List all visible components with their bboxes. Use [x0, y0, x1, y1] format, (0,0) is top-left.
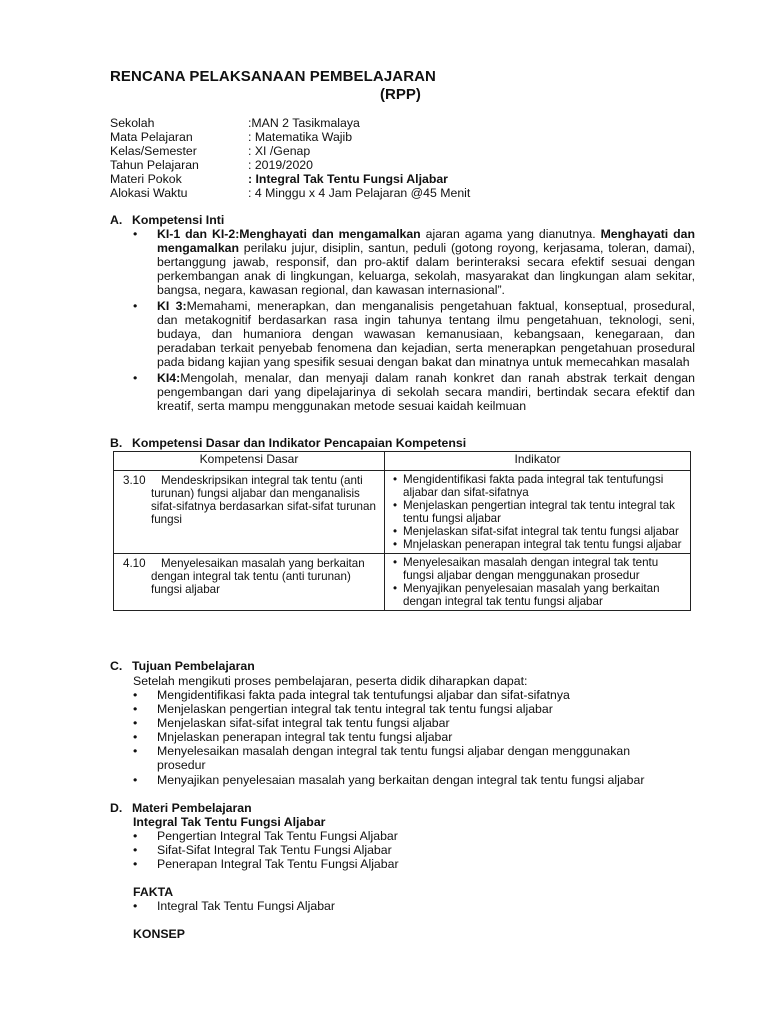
- ki-text: ajaran agama yang dianutnya.: [420, 227, 601, 241]
- indikator-cell: [385, 554, 691, 611]
- info-value: : XI /Genap: [248, 144, 311, 158]
- info-value: :MAN 2 Tasikmalaya: [248, 116, 360, 130]
- fakta-heading: FAKTA: [133, 885, 174, 899]
- info-label: Mata Pelajaran: [110, 130, 193, 144]
- table-header-kd: Kompetensi Dasar: [114, 452, 385, 471]
- materi-item: • Sifat-Sifat Integral Tak Tentu Fungsi Aljabar: [133, 843, 693, 857]
- table-row: [114, 554, 691, 611]
- tujuan-item: • Menjelaskan pengertian integral tak tentu integral tak tentu fungsi aljabar: [133, 702, 693, 716]
- section-letter: B.: [110, 436, 123, 450]
- table-row: [114, 471, 691, 554]
- kd-number: 3.10: [123, 474, 146, 487]
- kd-number: 4.10: [123, 557, 146, 570]
- ki-emphasis: Menghayati dan mengamalkan: [157, 227, 696, 255]
- document-subtitle: (RPP): [380, 86, 421, 103]
- kd-text: Menyelesaikan masalah yang berkaitan dengan integral tak tentu (anti turunan) fungsi aljabar: [151, 557, 365, 596]
- document-title: RENCANA PELAKSANAAN PEMBELAJARAN: [110, 68, 436, 85]
- section-title: Kompetensi Dasar dan Indikator Pencapaian Kompetensi: [132, 436, 467, 450]
- tujuan-item: • Mengidentifikasi fakta pada integral tak tentufungsi aljabar dan sifat-sifatnya: [133, 688, 693, 702]
- ki-label: KI4:: [157, 371, 181, 385]
- ki-text: Mengolah, menalar, dan menyaji dalam ranah konkret dan ranah abstrak terkait dengan pengembangan dari yang dipelajarinya di sekolah secara mandiri, bertindak secara efektif dan kreatif, serta mampu menggunakan metode sesuai kaidah keilmuan: [157, 371, 695, 413]
- section-d-heading: [110, 801, 252, 815]
- section-letter: A.: [110, 213, 123, 227]
- info-row-sekolah: [110, 116, 470, 130]
- info-value: : 2019/2020: [248, 158, 313, 172]
- indikator-item: • Menjelaskan pengertian integral tak tentu integral tak tentu fungsi aljabar: [393, 499, 686, 525]
- info-label: Alokasi Waktu: [110, 186, 188, 200]
- ki-3-item: [133, 299, 695, 369]
- section-letter: C.: [110, 659, 123, 673]
- tujuan-item: • Menyajikan penyelesaian masalah yang berkaitan dengan integral tak tentu fungsi aljabar: [133, 773, 693, 787]
- info-value: : 4 Minggu x 4 Jam Pelajaran @45 Menit: [248, 186, 471, 200]
- tujuan-intro: Setelah mengikuti proses pembelajaran, peserta didik diharapkan dapat:: [133, 674, 528, 688]
- info-label: Sekolah: [110, 116, 155, 130]
- kd-text: Mendeskripsikan integral tak tentu (anti turunan) fungsi aljabar dan menganalisis sifat-sifatnya berdasarkan sifat-sifat turunan fungsi: [151, 474, 376, 526]
- indikator-item: • Menyelesaikan masalah dengan integral tak tentu fungsi aljabar dengan menggunakan prosedur: [393, 556, 686, 582]
- ki-4-item: [133, 371, 695, 413]
- info-label: Tahun Pelajaran: [110, 158, 199, 172]
- table-header-row: [114, 452, 691, 471]
- info-row-tahun-pelajaran: [110, 158, 470, 172]
- table-header-indikator: Indikator: [385, 452, 691, 471]
- tujuan-pembelajaran: [133, 674, 693, 787]
- section-b-heading: [110, 436, 466, 450]
- ki-text: Memahami, menerapkan, dan menganalisis pengetahuan faktual, konseptual, prosedural, dan metakognitif berdasarkan rasa ingin tahunya tentang ilmu pengetahuan, teknologi, seni, budaya, dan humaniora dengan wawasan kemanusiaan, kebangsaan, kenegaraan, dan peradaban terkait penyebab fenomena dan kejadian, serta menerapkan pengetahuan prosedural pada bidang kajian yang spesifik sesuai dengan bakat dan minatnya untuk memecahkan masalah: [157, 299, 695, 369]
- indikator-cell: [385, 471, 691, 554]
- kd-cell: [114, 471, 385, 554]
- kd-indikator-table: [113, 451, 691, 611]
- info-row-alokasi-waktu: [110, 186, 470, 200]
- materi-pembelajaran: [133, 815, 693, 871]
- konsep-heading: KONSEP: [133, 927, 185, 941]
- indikator-item: • Menjelaskan sifat-sifat integral tak tentu fungsi aljabar: [393, 525, 686, 538]
- materi-item: • Penerapan Integral Tak Tentu Fungsi Aljabar: [133, 857, 693, 871]
- info-row-materi-pokok: [110, 172, 470, 186]
- info-row-mata-pelajaran: [110, 130, 470, 144]
- materi-subheading: Integral Tak Tentu Fungsi Aljabar: [133, 815, 326, 829]
- kompetensi-inti-list: [133, 227, 695, 415]
- indikator-item: • Menyajikan penyelesaian masalah yang berkaitan dengan integral tak tentu fungsi aljabar: [393, 582, 686, 608]
- kd-cell: [114, 554, 385, 611]
- tujuan-item: • Mnjelaskan penerapan integral tak tentu fungsi aljabar: [133, 730, 693, 744]
- section-title: Tujuan Pembelajaran: [132, 659, 255, 673]
- info-value: : Integral Tak Tentu Fungsi Aljabar: [248, 172, 448, 186]
- section-c-heading: [110, 659, 255, 673]
- section-a-heading: [110, 213, 224, 227]
- fakta-item: • Integral Tak Tentu Fungsi Aljabar: [133, 899, 693, 913]
- tujuan-item: • Menjelaskan sifat-sifat integral tak tentu fungsi aljabar: [133, 716, 693, 730]
- indikator-item: • Mengidentifikasi fakta pada integral tak tentufungsi aljabar dan sifat-sifatnya: [393, 473, 686, 499]
- fakta-list: [133, 899, 693, 913]
- ki-label: KI-1 dan KI-2:Menghayati dan mengamalkan: [157, 227, 421, 241]
- identity-block: [110, 116, 470, 200]
- ki-text: perilaku jujur, disiplin, santun, peduli (gotong royong, kerjasama, toleran, damai), bertanggung jawab, responsif, dan pro-aktif dalam berinteraksi secara efektif sesuai dengan perkembangan anak di lingkungan, keluarga, sekolah, masyarakat dan lingkungan alam sekitar, bangsa, negara, kawasan regional, dan kawasan internasional”.: [157, 241, 695, 297]
- info-label: Kelas/Semester: [110, 144, 197, 158]
- materi-item: • Pengertian Integral Tak Tentu Fungsi Aljabar: [133, 829, 693, 843]
- section-title: Kompetensi Inti: [132, 213, 225, 227]
- tujuan-item: • Menyelesaikan masalah dengan integral tak tentu fungsi aljabar dengan menggunakan prosedur: [133, 744, 693, 772]
- info-label: Materi Pokok: [110, 172, 182, 186]
- info-value: : Matematika Wajib: [248, 130, 353, 144]
- indikator-item: • Mnjelaskan penerapan integral tak tentu fungsi aljabar: [393, 538, 686, 551]
- section-letter: D.: [110, 801, 123, 815]
- info-row-kelas-semester: [110, 144, 470, 158]
- ki-label: KI 3:: [157, 299, 187, 313]
- ki-1-2-item: [133, 227, 695, 297]
- section-title: Materi Pembelajaran: [132, 801, 252, 815]
